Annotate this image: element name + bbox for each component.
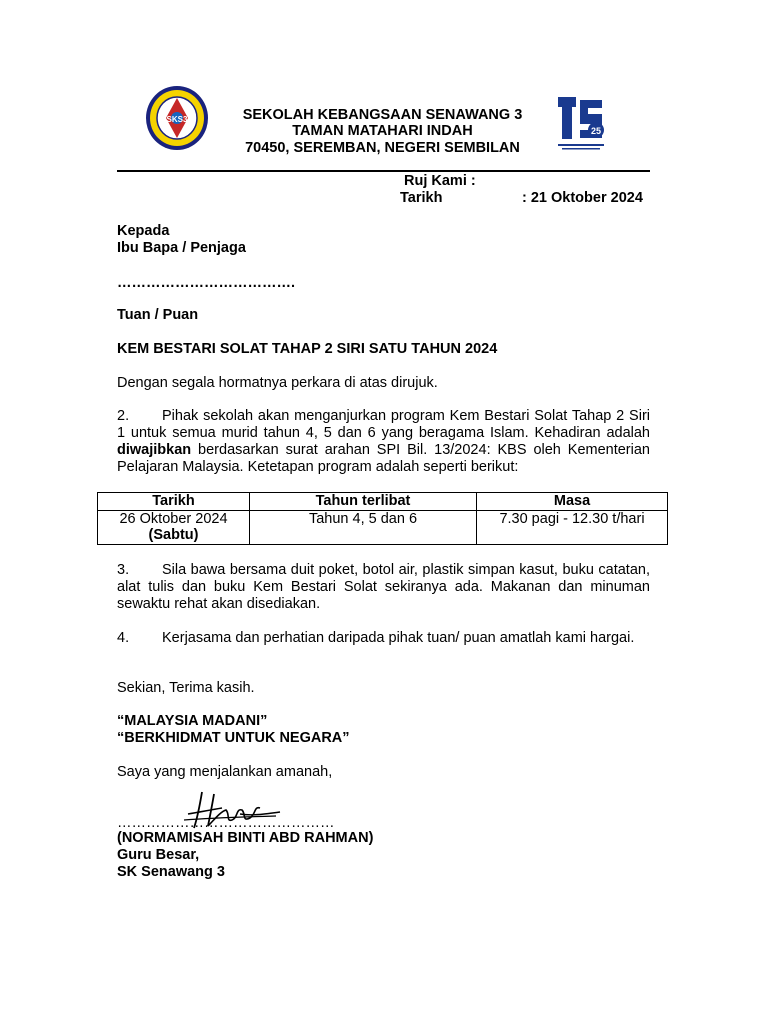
school-name: SEKOLAH KEBANGSAAN SENAWANG 3 xyxy=(242,107,523,123)
signatory-name: (NORMAMISAH BINTI ABD RAHMAN) xyxy=(117,830,374,846)
table-row xyxy=(98,511,668,545)
table-cell-years: Tahun 4, 5 dan 6 xyxy=(250,511,477,545)
table-cell-date xyxy=(98,511,250,545)
recipient-name: Ibu Bapa / Penjaga xyxy=(117,240,246,256)
anniversary-logo xyxy=(556,94,608,154)
paragraph-2-number: 2. xyxy=(117,408,130,424)
paragraph-4-number: 4. xyxy=(117,630,130,646)
motto-malaysia-madani: “MALAYSIA MADANI” xyxy=(117,713,268,729)
school-area: TAMAN MATAHARI INDAH xyxy=(292,123,473,139)
paragraph-3-text: Sila bawa bersama duit poket, botol air, plastik simpan kasut, buku catatan, alat tulis dan buku Kem Bestari Solat sekiranya ada. Makanan dan minuman sewaktu rehat akan disediakan. xyxy=(117,562,650,612)
date-value: : 21 Oktober 2024 xyxy=(522,190,643,206)
paragraph-2-text-a: Pihak sekolah akan menganjurkan program Kem Bestari Solat Tahap 2 Siri 1 untuk semua murid tahun 4, 5 dan 6 yang beragama Islam. Kehadiran adalah xyxy=(117,408,650,441)
anniversary-number: 25 xyxy=(590,126,602,136)
paragraph-4 xyxy=(117,630,650,647)
recipient-kepada: Kepada xyxy=(117,223,170,239)
table-cell-date-value: 26 Oktober 2024 xyxy=(119,511,228,527)
table-header-row xyxy=(98,493,668,511)
schedule-table xyxy=(97,492,668,545)
signatory-school: SK Senawang 3 xyxy=(117,864,225,880)
paragraph-4-text: Kerjasama dan perhatian daripada pihak tuan/ puan amatlah kami hargai. xyxy=(162,630,635,646)
salutation: Tuan / Puan xyxy=(117,307,199,323)
school-address: 70450, SEREMBAN, NEGERI SEMBILAN xyxy=(245,140,520,156)
signatory-title: Guru Besar, xyxy=(117,847,200,863)
paragraph-2-text-b: berdasarkan surat arahan SPI Bil. 13/2024: KBS oleh Kementerian Pelajaran Malaysia. Ketetapan program adalah seperti berikut: xyxy=(117,442,650,475)
paragraph-3 xyxy=(117,562,650,613)
table-cell-time: 7.30 pagi - 12.30 t/hari xyxy=(477,511,668,545)
table-header-masa: Masa xyxy=(477,493,668,511)
table-cell-day: (Sabtu) xyxy=(148,527,199,543)
closing-text: Sekian, Terima kasih. xyxy=(117,680,255,696)
intro-text: Dengan segala hormatnya perkara di atas dirujuk. xyxy=(117,375,438,391)
table-header-tahun: Tahun terlibat xyxy=(250,493,477,511)
paragraph-3-number: 3. xyxy=(117,562,130,578)
letter-subject: KEM BESTARI SOLAT TAHAP 2 SIRI SATU TAHUN 2024 xyxy=(117,341,498,357)
crest-lettering: SKS3 xyxy=(166,115,188,124)
motto-berkhidmat: “BERKHIDMAT UNTUK NEGARA” xyxy=(117,730,350,746)
paragraph-2 xyxy=(117,408,650,476)
header-divider xyxy=(117,170,650,172)
paragraph-2-emphasis: diwajibkan xyxy=(117,442,192,458)
date-label: Tarikh xyxy=(400,190,443,206)
signature-dots: ……………………………………… xyxy=(117,815,335,831)
table-header-tarikh: Tarikh xyxy=(98,493,250,511)
recipient-dots: ………………………………. xyxy=(117,275,296,291)
signoff-text: Saya yang menjalankan amanah, xyxy=(117,764,333,780)
reference-label: Ruj Kami : xyxy=(404,173,476,189)
